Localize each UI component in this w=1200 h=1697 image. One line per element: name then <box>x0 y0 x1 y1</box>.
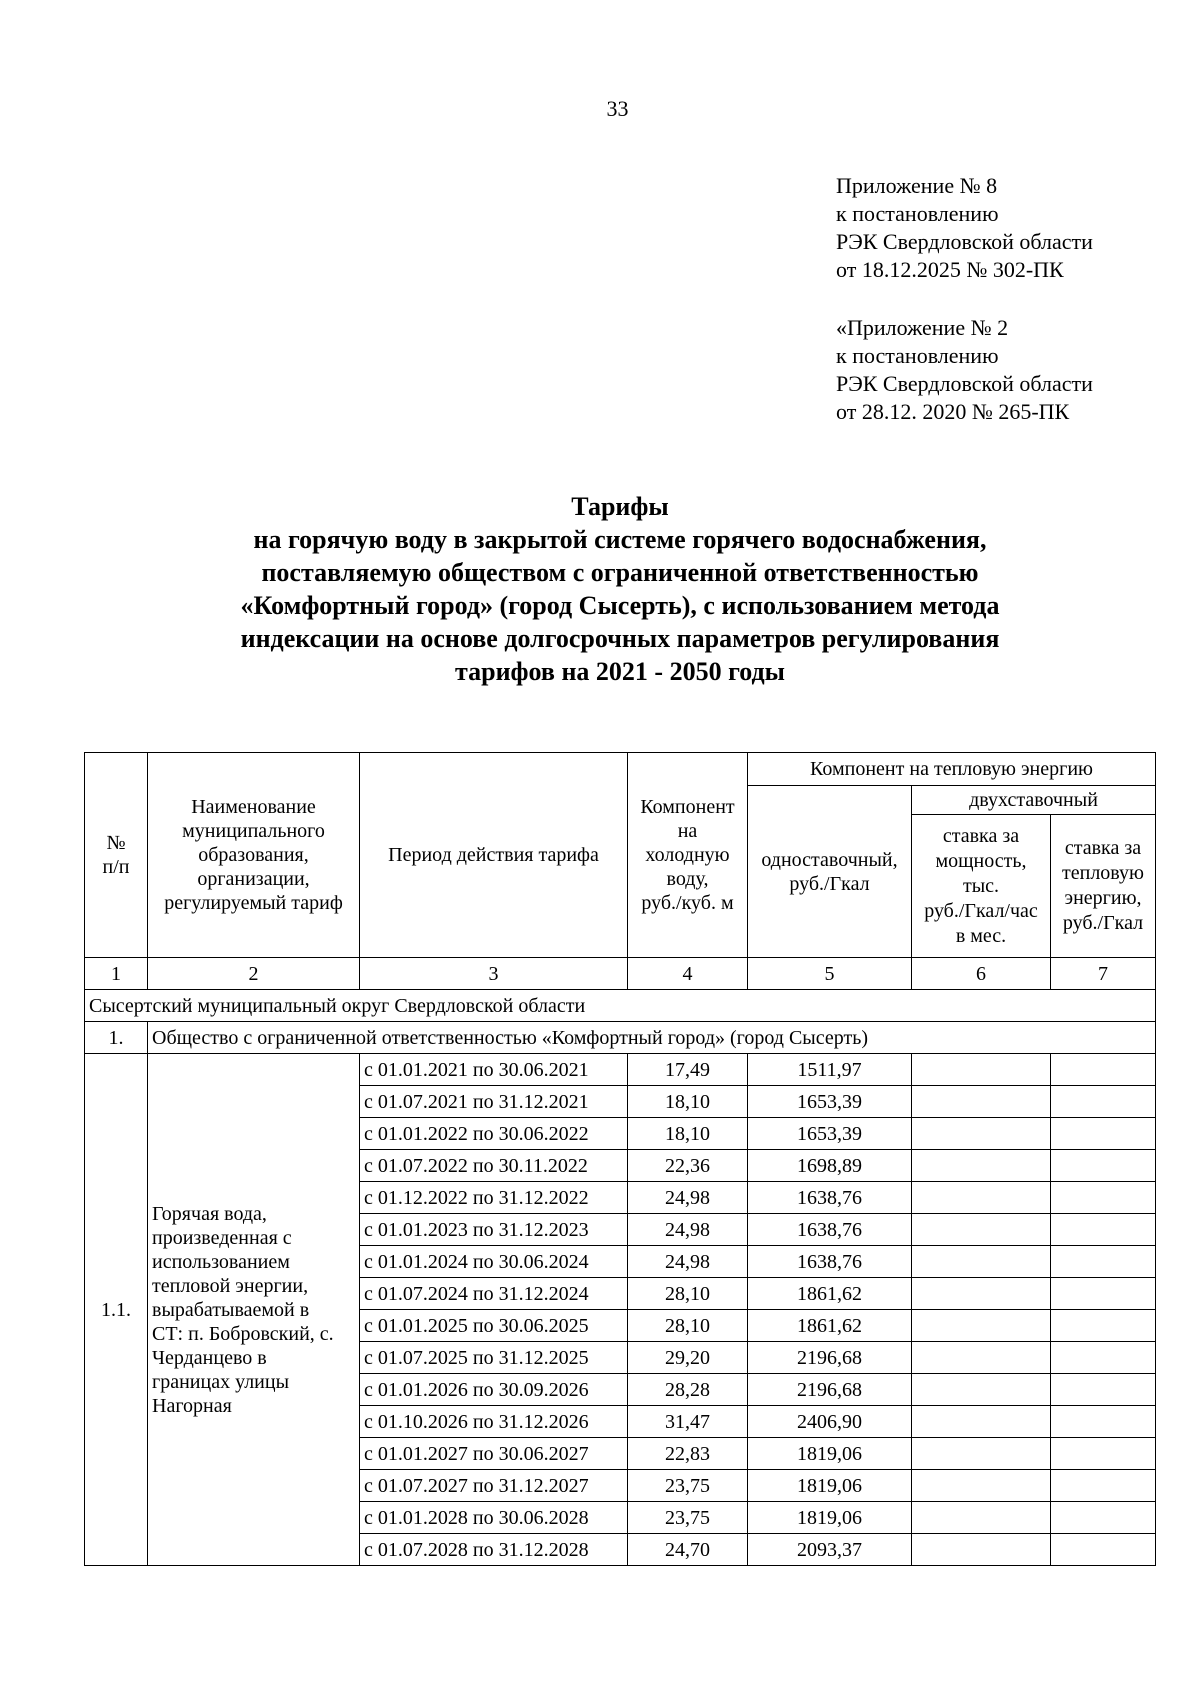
energy-rate-value <box>1051 1118 1156 1150</box>
capacity-rate-value <box>912 1118 1051 1150</box>
single-rate-value: 1511,97 <box>748 1054 912 1086</box>
appendix-line: от 28.12. 2020 № 265-ПК <box>836 399 1070 424</box>
period-cell: с 01.07.2027 по 31.12.2027 <box>360 1470 628 1502</box>
single-rate-value: 1638,76 <box>748 1182 912 1214</box>
capacity-rate-value <box>912 1278 1051 1310</box>
single-rate-value: 2196,68 <box>748 1342 912 1374</box>
cold-water-value: 28,28 <box>628 1374 748 1406</box>
column-number: 5 <box>748 958 912 990</box>
single-rate-value: 1861,62 <box>748 1278 912 1310</box>
cold-water-value: 22,83 <box>628 1438 748 1470</box>
header-energy-rate: ставка за тепловую энергию, руб./Гкал <box>1051 815 1156 958</box>
capacity-rate-value <box>912 1214 1051 1246</box>
period-cell: с 01.01.2025 по 30.06.2025 <box>360 1310 628 1342</box>
org-name: Общество с ограниченной ответственностью «Комфортный город» (город Сысерть) <box>148 1022 1156 1054</box>
column-number: 6 <box>912 958 1051 990</box>
energy-rate-value <box>1051 1054 1156 1086</box>
title-line: на горячую воду в закрытой системе горячего водоснабжения, <box>253 525 987 554</box>
cold-water-value: 31,47 <box>628 1406 748 1438</box>
single-rate-value: 2406,90 <box>748 1406 912 1438</box>
item-name-line: Черданцево в <box>152 1346 267 1369</box>
single-rate-value: 1819,06 <box>748 1502 912 1534</box>
cold-water-value: 29,20 <box>628 1342 748 1374</box>
cold-water-value: 23,75 <box>628 1470 748 1502</box>
appendix-line: к постановлению <box>836 343 999 368</box>
energy-rate-value <box>1051 1502 1156 1534</box>
column-number: 7 <box>1051 958 1156 990</box>
document-title <box>120 490 1120 688</box>
period-cell: с 01.07.2028 по 31.12.2028 <box>360 1534 628 1566</box>
energy-rate-value <box>1051 1150 1156 1182</box>
item-name-line: СТ: п. Бобровский, с. <box>152 1322 334 1345</box>
column-number: 4 <box>628 958 748 990</box>
item-name <box>148 1054 360 1566</box>
period-cell: с 01.01.2026 по 30.09.2026 <box>360 1374 628 1406</box>
energy-rate-value <box>1051 1342 1156 1374</box>
cold-water-value: 18,10 <box>628 1086 748 1118</box>
energy-rate-value <box>1051 1246 1156 1278</box>
capacity-rate-value <box>912 1534 1051 1566</box>
cold-water-value: 24,98 <box>628 1182 748 1214</box>
appendix-line: РЭК Свердловской области <box>836 371 1093 396</box>
table-row <box>85 1054 1156 1086</box>
single-rate-value: 2093,37 <box>748 1534 912 1566</box>
item-name-line: произведенная с <box>152 1226 292 1249</box>
single-rate-value: 1819,06 <box>748 1470 912 1502</box>
header-name: Наименование муниципального образования, организации, регулируемый тариф <box>148 753 360 958</box>
title-line: поставляемую обществом с ограниченной ответственностью <box>261 558 979 587</box>
period-cell: с 01.07.2025 по 31.12.2025 <box>360 1342 628 1374</box>
column-number: 1 <box>85 958 148 990</box>
period-cell: с 01.12.2022 по 31.12.2022 <box>360 1182 628 1214</box>
capacity-rate-value <box>912 1310 1051 1342</box>
header-single-rate: одноставочный, руб./Гкал <box>748 786 912 958</box>
energy-rate-value <box>1051 1470 1156 1502</box>
single-rate-value: 1653,39 <box>748 1086 912 1118</box>
header-capacity-rate: ставка за мощность, тыс. руб./Гкал/час в мес. <box>912 815 1051 958</box>
capacity-rate-value <box>912 1086 1051 1118</box>
title-line: Тарифы <box>571 492 669 521</box>
appendix-line: к постановлению <box>836 201 999 226</box>
appendix-line: Приложение № 8 <box>836 173 998 198</box>
item-name-line: вырабатываемой в <box>152 1298 310 1321</box>
header-two-rate: двухставочный <box>912 786 1156 815</box>
item-name-line: тепловой энергии, <box>152 1274 309 1297</box>
period-cell: с 01.01.2021 по 30.06.2021 <box>360 1054 628 1086</box>
cold-water-value: 23,75 <box>628 1502 748 1534</box>
cold-water-value: 28,10 <box>628 1310 748 1342</box>
item-name-line: Горячая вода, <box>152 1202 267 1225</box>
tariff-table <box>84 752 1156 1566</box>
period-cell: с 01.10.2026 по 31.12.2026 <box>360 1406 628 1438</box>
period-cell: с 01.01.2024 по 30.06.2024 <box>360 1246 628 1278</box>
capacity-rate-value <box>912 1342 1051 1374</box>
energy-rate-value <box>1051 1278 1156 1310</box>
appendix-reference-old <box>836 314 1093 426</box>
capacity-rate-value <box>912 1054 1051 1086</box>
org-number: 1. <box>85 1022 148 1054</box>
title-line: «Комфортный город» (город Сысерть), с использованием метода <box>240 591 1000 620</box>
cold-water-value: 22,36 <box>628 1150 748 1182</box>
title-line: тарифов на 2021 - 2050 годы <box>455 657 785 686</box>
appendix-line: «Приложение № 2 <box>836 315 1009 340</box>
period-cell: с 01.01.2023 по 31.12.2023 <box>360 1214 628 1246</box>
cold-water-value: 18,10 <box>628 1118 748 1150</box>
single-rate-value: 1698,89 <box>748 1150 912 1182</box>
period-cell: с 01.07.2024 по 31.12.2024 <box>360 1278 628 1310</box>
capacity-rate-value <box>912 1470 1051 1502</box>
column-number: 3 <box>360 958 628 990</box>
capacity-rate-value <box>912 1246 1051 1278</box>
cold-water-value: 28,10 <box>628 1278 748 1310</box>
item-number: 1.1. <box>85 1054 148 1566</box>
cold-water-value: 24,70 <box>628 1534 748 1566</box>
cold-water-value: 24,98 <box>628 1214 748 1246</box>
energy-rate-value <box>1051 1438 1156 1470</box>
appendix-line: РЭК Свердловской области <box>836 229 1093 254</box>
item-name-line: Нагорная <box>152 1394 232 1417</box>
energy-rate-value <box>1051 1086 1156 1118</box>
single-rate-value: 1819,06 <box>748 1438 912 1470</box>
capacity-rate-value <box>912 1182 1051 1214</box>
single-rate-value: 1861,62 <box>748 1310 912 1342</box>
energy-rate-value <box>1051 1534 1156 1566</box>
item-name-line: использованием <box>152 1250 290 1273</box>
period-cell: с 01.07.2022 по 30.11.2022 <box>360 1150 628 1182</box>
header-heat-component: Компонент на тепловую энергию <box>748 753 1156 786</box>
energy-rate-value <box>1051 1406 1156 1438</box>
header-number: № п/п <box>85 753 148 958</box>
single-rate-value: 1638,76 <box>748 1214 912 1246</box>
energy-rate-value <box>1051 1374 1156 1406</box>
energy-rate-value <box>1051 1310 1156 1342</box>
column-number: 2 <box>148 958 360 990</box>
single-rate-value: 1653,39 <box>748 1118 912 1150</box>
capacity-rate-value <box>912 1406 1051 1438</box>
period-cell: с 01.01.2027 по 30.06.2027 <box>360 1438 628 1470</box>
header-period: Период действия тарифа <box>360 753 628 958</box>
section-heading: Сысертский муниципальный округ Свердловской области <box>85 990 1156 1022</box>
appendix-line: от 18.12.2025 № 302-ПК <box>836 257 1064 282</box>
header-cold-water: Компонент на холодную воду, руб./куб. м <box>628 753 748 958</box>
item-name-line: границах улицы <box>152 1370 290 1393</box>
single-rate-value: 2196,68 <box>748 1374 912 1406</box>
page-number: 33 <box>606 96 629 121</box>
appendix-reference-new <box>836 172 1093 284</box>
single-rate-value: 1638,76 <box>748 1246 912 1278</box>
period-cell: с 01.01.2028 по 30.06.2028 <box>360 1502 628 1534</box>
energy-rate-value <box>1051 1182 1156 1214</box>
capacity-rate-value <box>912 1374 1051 1406</box>
cold-water-value: 24,98 <box>628 1246 748 1278</box>
cold-water-value: 17,49 <box>628 1054 748 1086</box>
title-line: индексации на основе долгосрочных параметров регулирования <box>240 624 1000 653</box>
capacity-rate-value <box>912 1438 1051 1470</box>
capacity-rate-value <box>912 1502 1051 1534</box>
capacity-rate-value <box>912 1150 1051 1182</box>
energy-rate-value <box>1051 1214 1156 1246</box>
period-cell: с 01.01.2022 по 30.06.2022 <box>360 1118 628 1150</box>
period-cell: с 01.07.2021 по 31.12.2021 <box>360 1086 628 1118</box>
